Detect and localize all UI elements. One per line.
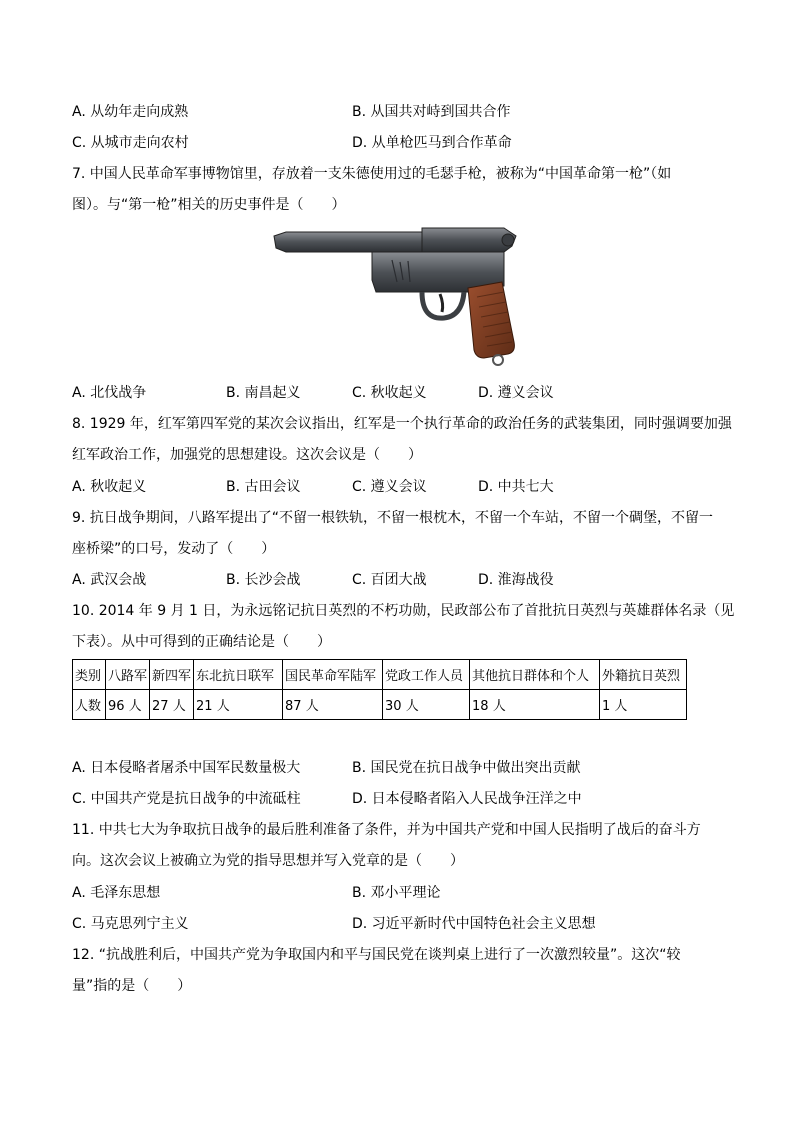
table-cell: 人数 [73, 690, 106, 720]
q7-option-b: B. 南昌起义 [226, 385, 301, 401]
q9-option-a: A. 武汉会战 [72, 572, 147, 588]
q11-stem-line1: 11. 中共七大为争取抗日战争的最后胜利准备了条件，并为中国共产党和中国人民指明了战后的奋斗方 [72, 822, 701, 838]
table-header-cell: 八路军 [106, 660, 150, 690]
q10-stem-line1: 10. 2014 年 9 月 1 日，为永远铭记抗日英烈的不朽功勋，民政部公布了首批抗日英烈与英雄群体名录（见 [72, 603, 735, 619]
q7-option-a: A. 北伐战争 [72, 385, 147, 401]
q7-option-c: C. 秋收起义 [352, 385, 427, 401]
table-header-cell: 类别 [73, 660, 106, 690]
q11-option-d: D. 习近平新时代中国特色社会主义思想 [352, 916, 596, 932]
q10-option-d: D. 日本侵略者陷入人民战争汪洋之中 [352, 791, 582, 807]
table-cell: 30 人 [383, 690, 470, 720]
table-header-row [73, 660, 687, 690]
q10-option-a: A. 日本侵略者屠杀中国军民数量极大 [72, 760, 301, 776]
q6-option-d: D. 从单枪匹马到合作革命 [352, 135, 512, 151]
martyrs-table [72, 659, 687, 720]
q9-stem-line1: 9. 抗日战争期间，八路军提出了“不留一根铁轨，不留一根枕木，不留一个车站，不留一个碉堡，不留一 [72, 510, 714, 526]
q8-option-a: A. 秋收起义 [72, 479, 147, 495]
table-header-cell: 党政工作人员 [383, 660, 470, 690]
q6-option-b: B. 从国共对峙到国共合作 [352, 104, 511, 120]
table-header-cell: 新四军 [150, 660, 194, 690]
q7-stem-line1: 7. 中国人民革命军事博物馆里，存放着一支朱德使用过的毛瑟手枪，被称为“中国革命第一枪”（如 [72, 166, 672, 182]
q10-option-b: B. 国民党在抗日战争中做出突出贡献 [352, 760, 581, 776]
q9-option-d: D. 淮海战役 [478, 572, 554, 588]
table-cell: 1 人 [600, 690, 687, 720]
q11-option-b: B. 邓小平理论 [352, 885, 441, 901]
q9-stem-line2: 座桥梁”的口号，发动了（ ） [72, 541, 276, 557]
q11-stem-line2: 向。这次会议上被确立为党的指导思想并写入党章的是（ ） [72, 853, 464, 869]
q11-option-a: A. 毛泽东思想 [72, 885, 161, 901]
table-cell: 87 人 [283, 690, 383, 720]
q9-option-c: C. 百团大战 [352, 572, 427, 588]
table-cell: 21 人 [194, 690, 283, 720]
table-cell: 96 人 [106, 690, 150, 720]
table-cell: 18 人 [470, 690, 600, 720]
q8-stem-line1: 8. 1929 年，红军第四军党的某次会议指出，红军是一个执行革命的政治任务的武装集团，同时强调要加强 [72, 416, 732, 432]
q8-option-d: D. 中共七大 [478, 479, 554, 495]
q8-stem-line2: 红军政治工作，加强党的思想建设。这次会议是（ ） [72, 447, 422, 463]
q7-option-d: D. 遵义会议 [478, 385, 554, 401]
q11-option-c: C. 马克思列宁主义 [72, 916, 189, 932]
q7-stem-line2: 图）。与“第一枪”相关的历史事件是（ ） [72, 197, 346, 213]
table-cell: 27 人 [150, 690, 194, 720]
q12-stem-line2: 量”指的是（ ） [72, 978, 192, 994]
q9-option-b: B. 长沙会战 [226, 572, 301, 588]
pistol-icon [272, 222, 520, 368]
table-header-cell: 东北抗日联军 [194, 660, 283, 690]
q8-option-c: C. 遵义会议 [352, 479, 427, 495]
q10-stem-line2: 下表）。从中可得到的正确结论是（ ） [72, 634, 331, 650]
table-header-cell: 国民革命军陆军 [283, 660, 383, 690]
table-row [73, 690, 687, 720]
q6-option-c: C. 从城市走向农村 [72, 135, 189, 151]
q10-option-c: C. 中国共产党是抗日战争的中流砥柱 [72, 791, 301, 807]
q6-option-a: A. 从幼年走向成熟 [72, 104, 189, 120]
q12-stem-line1: 12. “抗战胜利后，中国共产党为争取国内和平与国民党在谈判桌上进行了一次激烈较量”。这次“较 [72, 947, 681, 963]
q8-option-b: B. 古田会议 [226, 479, 301, 495]
table-header-cell: 外籍抗日英烈 [600, 660, 687, 690]
mauser-pistol-image [272, 222, 520, 368]
table-header-cell: 其他抗日群体和个人 [470, 660, 600, 690]
